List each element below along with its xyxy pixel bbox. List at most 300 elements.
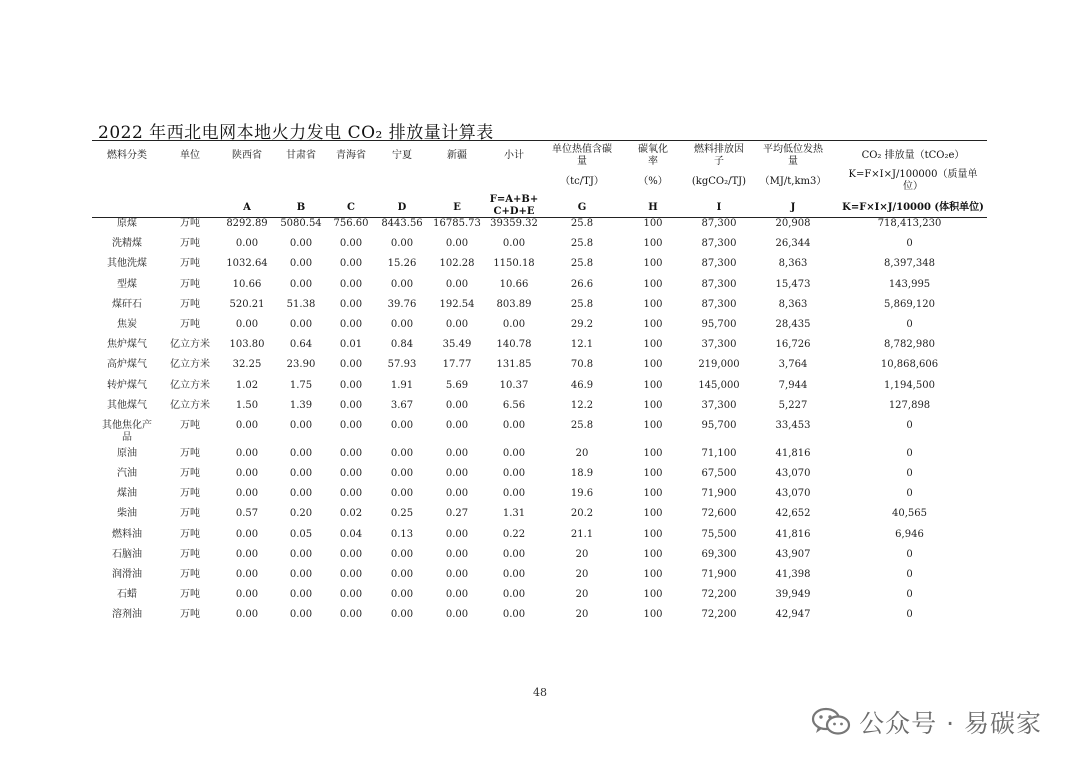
header-unit: 单位 (180, 150, 200, 161)
cell-h: 100 (643, 488, 663, 500)
cell-h: 100 (643, 238, 663, 250)
cell-h: 100 (643, 258, 663, 270)
header-ningxia: 宁夏 (392, 150, 412, 161)
cell-d: 0.00 (390, 238, 414, 250)
cell-b: 51.38 (286, 298, 316, 310)
cell-b: 0.00 (289, 609, 313, 621)
cell-b: 23.90 (286, 359, 316, 371)
cell-unit: 万吨 (180, 258, 200, 270)
cell-j: 33,453 (775, 419, 811, 431)
cell-f: 131.85 (496, 359, 532, 371)
cell-j: 15,473 (775, 278, 811, 290)
cell-c: 0.00 (339, 359, 363, 371)
cell-a: 1032.64 (226, 258, 268, 270)
cell-k: 0 (906, 238, 913, 250)
cell-k: 127,898 (888, 399, 931, 411)
cell-f: 0.00 (502, 589, 526, 601)
cell-g: 29.2 (570, 318, 594, 330)
cell-b: 0.00 (289, 419, 313, 431)
cell-j: 8,363 (778, 298, 808, 310)
cell-e: 35.49 (442, 339, 472, 351)
cell-f: 39359.32 (490, 218, 538, 229)
cell-i: 87,300 (701, 298, 737, 310)
cell-k: 0 (906, 468, 913, 480)
cell-i: 75,500 (701, 528, 737, 540)
cell-d: 1.91 (390, 379, 414, 391)
cell-c: 0.00 (339, 419, 363, 431)
cell-g: 20 (575, 447, 589, 459)
cell-i: 72,600 (701, 508, 737, 520)
cell-c: 0.00 (339, 609, 363, 621)
cell-g: 70.8 (570, 359, 594, 371)
cell-j: 3,764 (778, 359, 808, 371)
cell-i: 145,000 (698, 379, 740, 391)
cell-a: 0.00 (235, 569, 259, 580)
cell-k: 0 (906, 419, 913, 431)
cell-b: 0.00 (289, 258, 313, 270)
cell-h: 100 (643, 468, 663, 480)
emission-table (92, 218, 987, 630)
header-letter-b: B (296, 202, 306, 213)
header-ncv: 平均低位发热 量 (763, 144, 823, 167)
header-formula-mass: K=F×I×J/100000（质量单 位） (848, 169, 978, 192)
cell-i: 37,300 (701, 399, 737, 411)
cell-unit: 万吨 (180, 419, 200, 431)
cell-k: 143,995 (888, 278, 931, 290)
cell-unit: 万吨 (180, 609, 200, 621)
cell-e: 0.00 (445, 278, 469, 290)
cell-a: 103.80 (229, 339, 265, 351)
cell-h: 100 (643, 399, 663, 411)
table-row (92, 359, 987, 379)
cell-d: 0.00 (390, 447, 414, 459)
cell-b: 0.00 (289, 278, 313, 290)
cell-d: 0.00 (390, 589, 414, 601)
cell-c: 0.01 (339, 339, 363, 351)
cell-f: 0.22 (502, 528, 526, 540)
cell-h: 100 (643, 548, 663, 560)
table-row (92, 468, 987, 488)
cell-e: 0.27 (445, 508, 469, 520)
cell-i: 71,100 (701, 447, 737, 459)
cell-fuel: 煤矸石 (112, 298, 142, 310)
cell-i: 95,700 (701, 318, 737, 330)
cell-k: 6,946 (895, 528, 924, 540)
cell-g: 12.1 (570, 339, 594, 351)
cell-f: 1150.18 (493, 258, 535, 270)
cell-fuel: 焦炭 (117, 318, 137, 330)
cell-a: 0.57 (235, 508, 259, 520)
header-letter-h: H (648, 202, 658, 213)
table-row (92, 380, 987, 400)
cell-b: 0.00 (289, 488, 313, 500)
cell-d: 0.00 (390, 609, 414, 621)
cell-j: 16,726 (775, 339, 811, 351)
table-row (92, 448, 987, 468)
cell-j: 42,652 (775, 508, 811, 520)
cell-b: 1.39 (289, 399, 313, 411)
cell-c: 0.00 (339, 569, 363, 580)
cell-d: 0.00 (390, 488, 414, 500)
table-row (92, 488, 987, 508)
table-body (92, 218, 987, 630)
cell-c: 0.00 (339, 379, 363, 391)
header-shaanxi: 陕西省 (232, 150, 262, 161)
cell-c: 0.00 (339, 238, 363, 250)
cell-g: 25.8 (570, 419, 594, 431)
cell-i: 87,300 (701, 258, 737, 270)
header-formula-volume: K=F×I×J/10000 (体积单位) (842, 202, 984, 213)
cell-d: 0.25 (390, 508, 414, 520)
cell-f: 6.56 (502, 399, 526, 411)
cell-h: 100 (643, 218, 663, 229)
cell-j: 43,907 (775, 548, 811, 560)
cell-f: 0.00 (502, 318, 526, 330)
cell-unit: 亿立方米 (170, 379, 210, 391)
cell-c: 756.60 (333, 218, 369, 229)
header-xinjiang: 新疆 (447, 150, 467, 161)
cell-c: 0.00 (339, 258, 363, 270)
cell-e: 0.00 (445, 548, 469, 560)
cell-d: 0.00 (390, 278, 414, 290)
cell-h: 100 (643, 528, 663, 540)
cell-g: 20 (575, 589, 589, 601)
wechat-icon (811, 707, 851, 737)
cell-fuel: 其他焦化产品 (102, 419, 152, 443)
header-carbon-content: 单位热值含碳 量 (552, 144, 612, 167)
cell-j: 41,816 (775, 528, 811, 540)
table-row (92, 549, 987, 569)
cell-g: 18.9 (570, 468, 594, 480)
cell-k: 10,868,606 (880, 359, 939, 371)
cell-a: 1.02 (235, 379, 259, 391)
cell-unit: 万吨 (180, 318, 200, 330)
header-unit-h: （%） (638, 176, 668, 187)
cell-c: 0.00 (339, 447, 363, 459)
cell-a: 0.00 (235, 609, 259, 621)
cell-a: 0.00 (235, 548, 259, 560)
cell-e: 0.00 (445, 569, 469, 580)
cell-c: 0.00 (339, 589, 363, 601)
cell-f: 0.00 (502, 447, 526, 459)
cell-unit: 万吨 (180, 508, 200, 520)
header-letter-a: A (243, 202, 251, 213)
cell-a: 8292.89 (226, 218, 268, 229)
table-top-rule (92, 140, 987, 141)
cell-j: 8,363 (778, 258, 808, 270)
cell-fuel: 煤油 (117, 488, 137, 500)
cell-k: 8,397,348 (884, 258, 935, 270)
header-letter-j: J (790, 202, 796, 213)
cell-k: 0 (906, 318, 913, 330)
cell-fuel: 燃料油 (112, 528, 142, 540)
cell-d: 0.00 (390, 419, 414, 431)
header-unit-i: (kgCO₂/TJ) (691, 176, 747, 187)
cell-c: 0.00 (339, 488, 363, 500)
cell-f: 0.00 (502, 609, 526, 621)
cell-d: 0.13 (390, 528, 414, 540)
cell-j: 39,949 (775, 589, 811, 601)
header-letter-c: C (347, 202, 355, 213)
header-formula-f: F=A+B+ C+D+E (489, 194, 539, 217)
table-row (92, 589, 987, 609)
cell-b: 0.00 (289, 569, 313, 580)
cell-h: 100 (643, 569, 663, 580)
cell-k: 1,194,500 (884, 379, 935, 391)
watermark (811, 704, 1042, 740)
cell-a: 0.00 (235, 419, 259, 431)
cell-fuel: 洗精煤 (112, 238, 142, 250)
cell-e: 0.00 (445, 447, 469, 459)
cell-f: 140.78 (496, 339, 532, 351)
header-unit-j: （MJ/t,km3） (759, 176, 827, 187)
cell-i: 71,900 (701, 488, 737, 500)
cell-g: 26.6 (570, 278, 594, 290)
cell-j: 43,070 (775, 468, 811, 480)
cell-c: 0.00 (339, 318, 363, 330)
cell-fuel: 石脑油 (112, 548, 142, 560)
cell-e: 17.77 (442, 359, 472, 371)
cell-b: 0.00 (289, 468, 313, 480)
header-fuel: 燃料分类 (107, 150, 147, 161)
header-emission-factor: 燃料排放因 子 (694, 144, 744, 167)
cell-fuel: 高炉煤气 (107, 359, 147, 371)
cell-d: 0.00 (390, 569, 414, 580)
cell-j: 28,435 (775, 318, 811, 330)
table-row (92, 299, 987, 319)
cell-e: 5.69 (445, 379, 469, 391)
cell-a: 10.66 (232, 278, 262, 290)
cell-i: 69,300 (701, 548, 737, 560)
cell-unit: 万吨 (180, 468, 200, 480)
cell-b: 0.00 (289, 589, 313, 601)
cell-e: 0.00 (445, 318, 469, 330)
cell-g: 20.2 (570, 508, 594, 520)
cell-k: 0 (906, 488, 913, 500)
cell-h: 100 (643, 447, 663, 459)
cell-g: 25.8 (570, 298, 594, 310)
cell-g: 25.8 (570, 218, 594, 229)
cell-fuel: 转炉煤气 (107, 379, 147, 391)
cell-i: 67,500 (701, 468, 737, 480)
cell-i: 37,300 (701, 339, 737, 351)
cell-f: 0.00 (502, 238, 526, 250)
cell-j: 7,944 (778, 379, 808, 391)
cell-j: 5,227 (778, 399, 808, 411)
cell-d: 57.93 (387, 359, 417, 371)
table-row (92, 420, 987, 448)
cell-b: 5080.54 (280, 218, 322, 229)
cell-g: 20 (575, 609, 589, 621)
cell-d: 0.00 (390, 318, 414, 330)
cell-a: 0.00 (235, 318, 259, 330)
cell-b: 0.20 (289, 508, 313, 520)
cell-d: 3.67 (390, 399, 414, 411)
cell-e: 0.00 (445, 589, 469, 601)
cell-e: 0.00 (445, 528, 469, 540)
cell-h: 100 (643, 508, 663, 520)
cell-i: 87,300 (701, 278, 737, 290)
cell-d: 8443.56 (381, 218, 423, 229)
watermark-text: 公众号 · 易碳家 (859, 709, 1042, 738)
header-co2: CO₂ 排放量（tCO₂e） (861, 150, 965, 161)
cell-g: 25.8 (570, 258, 594, 270)
cell-a: 1.50 (235, 399, 259, 411)
table-row (92, 238, 987, 258)
table-row (92, 609, 987, 629)
cell-k: 0 (906, 447, 913, 459)
cell-g: 20 (575, 548, 589, 560)
cell-unit: 万吨 (180, 488, 200, 500)
cell-e: 16785.73 (433, 218, 481, 229)
cell-f: 1.31 (502, 508, 526, 520)
cell-b: 0.00 (289, 548, 313, 560)
cell-k: 0 (906, 548, 913, 560)
cell-h: 100 (643, 419, 663, 431)
cell-b: 0.05 (289, 528, 313, 540)
cell-f: 0.00 (502, 419, 526, 431)
cell-e: 192.54 (439, 298, 475, 310)
cell-k: 8,782,980 (884, 339, 935, 351)
cell-e: 0.00 (445, 488, 469, 500)
cell-unit: 万吨 (180, 218, 200, 229)
cell-a: 0.00 (235, 528, 259, 540)
cell-f: 0.00 (502, 468, 526, 480)
cell-h: 100 (643, 298, 663, 310)
header-qinghai: 青海省 (336, 150, 366, 161)
cell-c: 0.00 (339, 399, 363, 411)
cell-fuel: 焦炉煤气 (107, 339, 147, 351)
cell-h: 100 (643, 339, 663, 351)
cell-f: 0.00 (502, 548, 526, 560)
cell-g: 46.9 (570, 379, 594, 391)
cell-i: 72,200 (701, 589, 737, 601)
cell-e: 0.00 (445, 468, 469, 480)
cell-k: 718,413,230 (877, 218, 942, 229)
cell-a: 0.00 (235, 447, 259, 459)
cell-unit: 万吨 (180, 569, 200, 580)
cell-k: 5,869,120 (884, 298, 935, 310)
cell-k: 0 (906, 609, 913, 621)
header-letter-d: D (397, 202, 407, 213)
cell-a: 32.25 (232, 359, 262, 371)
header-subtotal: 小计 (504, 150, 524, 161)
cell-e: 0.00 (445, 609, 469, 621)
cell-j: 41,398 (775, 569, 811, 580)
cell-fuel: 原煤 (117, 218, 137, 229)
cell-fuel: 其他洗煤 (107, 258, 147, 270)
cell-c: 0.02 (339, 508, 363, 520)
table-row (92, 569, 987, 589)
cell-fuel: 型煤 (117, 278, 137, 290)
cell-fuel: 汽油 (117, 468, 137, 480)
cell-b: 0.00 (289, 447, 313, 459)
cell-g: 19.6 (570, 488, 594, 500)
cell-h: 100 (643, 359, 663, 371)
table-row (92, 508, 987, 528)
cell-fuel: 原油 (117, 447, 137, 459)
cell-c: 0.04 (339, 528, 363, 540)
table-row (92, 279, 987, 299)
cell-i: 72,200 (701, 609, 737, 621)
cell-i: 87,300 (701, 218, 737, 229)
table-row (92, 319, 987, 339)
cell-h: 100 (643, 379, 663, 391)
cell-unit: 亿立方米 (170, 399, 210, 411)
cell-a: 0.00 (235, 238, 259, 250)
cell-e: 0.00 (445, 399, 469, 411)
cell-fuel: 溶剂油 (112, 609, 142, 621)
cell-e: 102.28 (439, 258, 475, 270)
header-oxidation: 碳氧化 率 (638, 144, 668, 167)
header-letter-e: E (453, 202, 461, 213)
cell-i: 71,900 (701, 569, 737, 580)
header-unit-g: （tc/TJ） (560, 176, 604, 187)
table-row (92, 400, 987, 420)
cell-f: 10.66 (499, 278, 529, 290)
cell-unit: 万吨 (180, 548, 200, 560)
cell-fuel: 石蜡 (117, 589, 137, 601)
header-letter-g: G (577, 202, 587, 213)
cell-j: 26,344 (775, 238, 811, 250)
cell-j: 43,070 (775, 488, 811, 500)
header-gansu: 甘肃省 (286, 150, 316, 161)
cell-h: 100 (643, 278, 663, 290)
cell-f: 0.00 (502, 569, 526, 580)
cell-c: 0.00 (339, 278, 363, 290)
cell-e: 0.00 (445, 419, 469, 431)
cell-a: 0.00 (235, 468, 259, 480)
table-row (92, 258, 987, 278)
cell-b: 0.00 (289, 318, 313, 330)
cell-unit: 万吨 (180, 278, 200, 290)
cell-i: 95,700 (701, 419, 737, 431)
header-letter-i: I (716, 202, 722, 213)
cell-e: 0.00 (445, 238, 469, 250)
cell-b: 0.00 (289, 238, 313, 250)
cell-unit: 万吨 (180, 447, 200, 459)
cell-g: 20 (575, 569, 589, 580)
cell-c: 0.00 (339, 548, 363, 560)
cell-k: 0 (906, 589, 913, 601)
cell-h: 100 (643, 318, 663, 330)
cell-b: 1.75 (289, 379, 313, 391)
cell-f: 803.89 (496, 298, 532, 310)
cell-fuel: 柴油 (117, 508, 137, 520)
cell-h: 100 (643, 609, 663, 621)
cell-c: 0.00 (339, 468, 363, 480)
cell-d: 15.26 (387, 258, 417, 270)
cell-c: 0.00 (339, 298, 363, 310)
cell-k: 40,565 (892, 508, 927, 520)
cell-h: 100 (643, 589, 663, 601)
cell-g: 12.2 (570, 399, 594, 411)
cell-d: 0.00 (390, 548, 414, 560)
document-title: 2022 年西北电网本地火力发电 CO₂ 排放量计算表 (98, 123, 494, 143)
cell-a: 520.21 (229, 298, 265, 310)
cell-g: 25.8 (570, 238, 594, 250)
cell-a: 0.00 (235, 589, 259, 601)
cell-j: 41,816 (775, 447, 811, 459)
cell-j: 20,908 (775, 218, 811, 229)
cell-d: 0.00 (390, 468, 414, 480)
cell-g: 21.1 (570, 528, 594, 540)
cell-unit: 亿立方米 (170, 359, 210, 371)
page-number: 48 (533, 686, 547, 699)
table-row (92, 339, 987, 359)
cell-b: 0.64 (289, 339, 313, 351)
cell-k: 0 (906, 569, 913, 580)
